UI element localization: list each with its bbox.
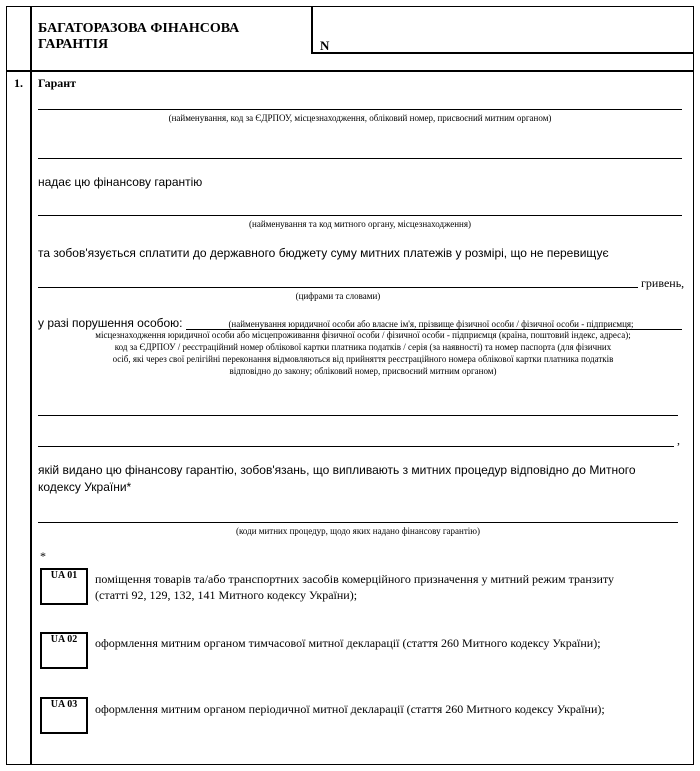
number-underline [311,52,694,54]
person-field-3[interactable] [38,446,674,447]
customs-caption: (найменування та код митного органу, місцезнаходження) [249,219,471,229]
guarantor-caption: (найменування, код за ЄДРПОУ, місцезнаходження, обліковий номер, присвоєний митним органом) [168,113,552,123]
section-title: Гарант [38,76,77,90]
checkbox-ua02[interactable] [40,632,88,669]
person-caption-4: осіб, які через свої релігійні переконання відмовляються від прийняття реєстраційного номера облікової картки платника податків [112,354,614,364]
guarantor-field[interactable] [38,109,682,110]
code-ua01: UA 01 [50,570,78,581]
person-field-2[interactable] [38,415,678,416]
form-title [38,21,239,53]
obligation-text: та зобов'язується сплатити до державного бюджету суму митних платежів у розмірі, що не перевищує [38,246,609,260]
violation-text: у разі порушення особою: [38,316,183,330]
person-caption-2: місцезнаходження юридичної особи або місцепроживання фізичної особи / фізичної особи - підприємця (країна, поштовий індекс, адреса); [95,330,631,340]
procedure-ua01-line1: поміщення товарів та/або транспортних засобів комерційного призначення у митний режим транзиту [95,572,615,586]
number-mark: N [320,38,330,53]
section-number: 1. [14,76,23,90]
left-column-divider [30,6,32,765]
provides-text: надає цю фінансову гарантію [38,175,203,189]
amount-field[interactable] [38,287,638,288]
procedure-ua01-text [95,571,614,603]
person-caption-3: код за ЄДРПОУ / реєстраційний номер облікової картки платника податків / серія (за наявності) та номер паспорта (для фізичних [114,342,612,352]
guarantor-field-2[interactable] [38,158,682,159]
person-caption-1: (найменування юридичної особи або власне ім'я, прізвище фізичної особи / фізичної особи - підприємця; [228,319,634,329]
codes-caption: (коди митних процедур, щодо яких надано фінансову гарантію) [235,526,481,536]
procedure-ua01-line2: (статті 92, 129, 132, 141 Митного кодексу України); [95,588,358,602]
amount-caption: (цифрами та словами) [295,291,381,301]
currency-label: гривень, [641,276,685,290]
codes-field[interactable] [38,522,678,523]
code-ua03: UA 03 [50,699,78,710]
checkbox-ua01[interactable] [40,568,88,605]
procedure-ua02-text: оформлення митним органом тимчасової митної декларації (стаття 260 Митного кодексу України); [95,636,601,650]
header-divider [311,6,313,53]
issued-text-1: якій видано цю фінансову гарантію, зобов'язань, що випливають з митних процедур відповідно до Митного [38,463,636,477]
procedure-ua03-text: оформлення митним органом періодичної митної декларації (стаття 260 Митного кодексу України); [95,702,605,716]
person-caption-5: відповідно до закону; обліковий номер, присвоєний митним органом) [229,366,497,376]
issued-text-2: кодексу України* [38,480,132,494]
asterisk: * [40,549,46,563]
form-title-line2: ГАРАНТІЯ [38,37,109,52]
header-bottom-rule [6,70,694,72]
checkbox-ua03[interactable] [40,697,88,734]
form-title-line1: БАГАТОРАЗОВА ФІНАНСОВА [38,21,240,36]
code-ua02: UA 02 [50,634,78,645]
comma-mark: , [677,433,680,447]
customs-field[interactable] [38,215,682,216]
